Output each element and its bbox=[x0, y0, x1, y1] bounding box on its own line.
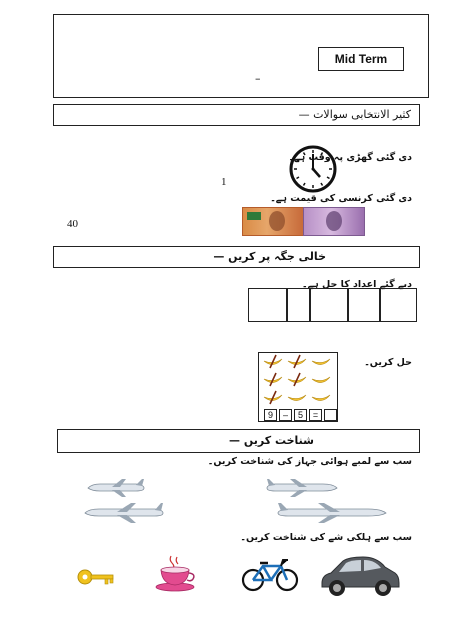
section-identify-title: شناخت کریں — bbox=[229, 434, 314, 447]
header-dash: – bbox=[255, 72, 261, 85]
section-fill-blank-header bbox=[53, 246, 420, 268]
equation-right: 5 bbox=[294, 409, 307, 421]
clock-answer: 1 bbox=[221, 176, 227, 188]
key-icon[interactable] bbox=[77, 565, 115, 589]
airplane-icon-3[interactable] bbox=[265, 478, 339, 498]
question-lightest-object: سب سے ہلکی شے کی شناخت کریں۔ bbox=[240, 532, 412, 543]
airplane-icon-2[interactable] bbox=[83, 502, 165, 524]
equation-equals: = bbox=[309, 409, 322, 421]
exam-type-label: Mid Term bbox=[334, 52, 388, 66]
grid-cell-1[interactable] bbox=[248, 288, 288, 322]
bicycle-icon[interactable] bbox=[241, 558, 299, 592]
grid-cell-2[interactable] bbox=[286, 288, 311, 322]
car-icon[interactable] bbox=[319, 553, 401, 599]
question-currency-value: دی گئی کرنسی کی قیمت ہے۔ bbox=[270, 193, 412, 204]
exam-type-badge bbox=[318, 47, 404, 71]
grid-cell-3[interactable] bbox=[309, 288, 349, 322]
equation-row bbox=[264, 409, 337, 421]
equation-operator: – bbox=[279, 409, 292, 421]
currency-answer: 40 bbox=[67, 218, 78, 230]
equation-answer-box[interactable] bbox=[324, 409, 337, 421]
question-solve: حل کریں۔ bbox=[364, 357, 412, 368]
airplane-icon-1[interactable] bbox=[86, 478, 146, 498]
currency-note-20 bbox=[242, 207, 304, 236]
question-longest-plane: سب سے لمبے ہوائی جہاز کی شناخت کریں۔ bbox=[207, 456, 412, 467]
section-mcq-header bbox=[53, 104, 420, 126]
grid-cell-4[interactable] bbox=[347, 288, 381, 322]
banana-group bbox=[262, 355, 334, 405]
question-numbers-solve: دیے گئے اعداد کا حل ہے۔ bbox=[302, 279, 412, 290]
currency-note-20-second bbox=[303, 207, 365, 236]
answer-grid bbox=[248, 288, 416, 322]
section-mcq-title: کثیر الانتخابی سوالات — bbox=[298, 108, 411, 121]
grid-cell-5[interactable] bbox=[379, 288, 417, 322]
section-fill-blank-title: خالی جگہ پر کریں — bbox=[213, 250, 326, 263]
equation-left: 9 bbox=[264, 409, 277, 421]
airplane-icon-4[interactable] bbox=[276, 502, 388, 524]
cup-icon[interactable] bbox=[155, 554, 197, 592]
section-identify-header bbox=[57, 429, 420, 453]
question-clock-time: دی گئی گھڑی پہ وقت ہے۔ bbox=[288, 152, 412, 163]
